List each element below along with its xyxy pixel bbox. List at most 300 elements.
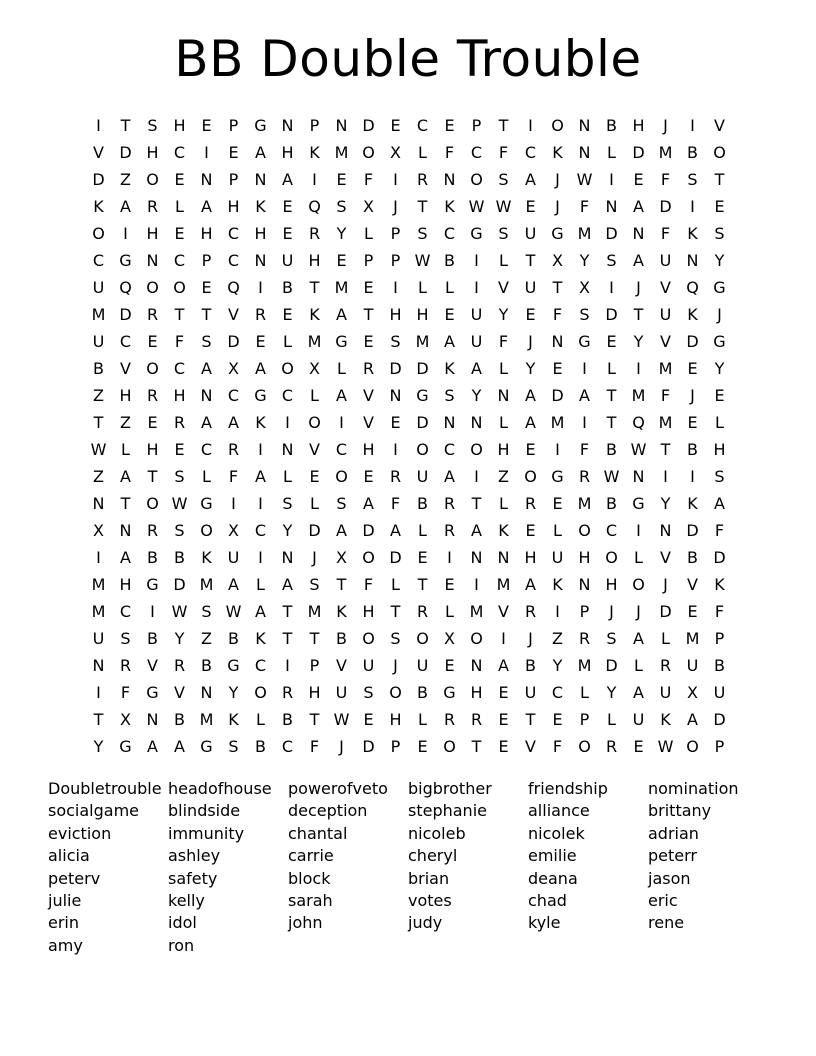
grid-letter: H [308,251,321,270]
grid-letter: H [605,575,618,594]
grid-letter: W [225,602,242,621]
grid-letter: U [92,278,105,297]
word-bank-item: eviction [48,823,112,843]
grid-letter: I [690,116,695,135]
grid-letter: K [228,710,239,729]
grid-letter: G [470,224,483,243]
word-bank-item: chad [528,890,567,910]
grid-letter: E [363,710,374,729]
grid-letter: P [309,656,320,675]
grid-letter: L [607,710,616,729]
grid-letter: T [471,494,482,513]
grid-letter: K [498,521,509,540]
grid-letter: Z [93,386,104,405]
grid-letter: P [579,710,590,729]
grid-letter: E [363,278,374,297]
grid-letter: L [661,629,670,648]
grid-letter: O [362,143,375,162]
grid-letter: L [418,521,427,540]
grid-letter: E [282,197,293,216]
grid-letter: E [525,440,536,459]
grid-letter: V [363,413,374,432]
grid-letter: L [256,575,265,594]
grid-letter: B [255,737,266,756]
grid-letter: L [364,224,373,243]
grid-row [85,544,733,571]
grid-letter: D [173,575,186,594]
grid-letter: V [309,440,320,459]
grid-letter: E [282,224,293,243]
grid-letter: I [555,440,560,459]
word-bank-item: john [288,913,323,933]
grid-letter: T [93,710,104,729]
grid-letter: G [200,737,213,756]
grid-letter: W [468,197,485,216]
grid-letter: O [281,359,294,378]
grid-letter: A [147,737,158,756]
grid-letter: P [390,737,401,756]
grid-letter: H [416,305,429,324]
grid-letter: H [200,224,213,243]
word-bank-item: chantal [288,823,348,843]
grid-letter: A [687,710,698,729]
grid-letter: N [254,251,267,270]
word-bank-item: votes [408,890,452,910]
grid-letter: R [470,710,483,729]
grid-letter: X [444,629,455,648]
grid-letter: B [714,656,725,675]
grid-letter: G [254,116,267,135]
grid-letter: D [362,737,375,756]
grid-letter: Z [552,629,563,648]
grid-letter: N [659,521,672,540]
grid-letter: P [714,629,725,648]
grid-row [85,112,733,139]
grid-letter: C [92,251,105,270]
word-bank-item: bigbrother [408,779,492,798]
grid-letter: U [416,656,429,675]
grid-letter: U [470,332,483,351]
grid-letter: S [174,521,185,540]
grid-letter: C [119,602,132,621]
grid-letter: U [632,710,645,729]
grid-letter: D [686,332,699,351]
grid-letter: D [659,602,672,621]
grid-letter: D [389,548,402,567]
grid-row [85,598,733,625]
grid-letter: R [227,440,240,459]
grid-letter: L [418,143,427,162]
grid-letter: V [228,305,239,324]
grid-letter: N [632,467,645,486]
grid-letter: I [690,197,695,216]
grid-letter: P [228,170,239,189]
grid-letter: O [470,629,483,648]
grid-letter: J [636,278,641,297]
grid-letter: K [444,197,455,216]
grid-letter: E [498,710,509,729]
grid-letter: M [550,413,565,432]
grid-letter: Y [579,251,590,270]
grid-letter: Y [498,305,509,324]
grid-letter: C [443,224,456,243]
grid-letter: C [173,251,186,270]
grid-letter: L [310,386,319,405]
grid-letter: T [309,710,320,729]
grid-letter: T [390,602,401,621]
grid-letter: U [524,224,537,243]
grid-letter: B [93,359,104,378]
grid-letter: I [474,467,479,486]
grid-letter: D [389,359,402,378]
grid-letter: D [227,332,240,351]
grid-letter: F [714,602,725,621]
grid-letter: E [147,332,158,351]
grid-letter: E [714,197,725,216]
word-bank-item: powerofveto [288,779,388,798]
grid-letter: K [714,575,725,594]
grid-letter: M [415,332,430,351]
word-bank-item: ashley [168,846,221,866]
word-bank-item: erin [48,913,80,933]
grid-letter: O [443,737,456,756]
grid-letter: N [389,386,402,405]
grid-letter: U [470,305,483,324]
grid-letter: D [605,656,618,675]
grid-letter: K [309,143,320,162]
grid-letter: J [393,197,398,216]
grid-letter: Y [282,521,293,540]
grid-letter: F [174,332,185,351]
grid-row [85,355,733,382]
word-bank-item: headofhouse [168,779,272,798]
grid-letter: V [174,683,185,702]
grid-letter: V [660,278,671,297]
grid-letter: O [578,737,591,756]
grid-letter: G [119,737,132,756]
grid-letter: R [146,197,159,216]
grid-letter: N [578,116,591,135]
grid-letter: O [416,629,429,648]
grid-letter: N [335,116,348,135]
grid-letter: P [201,251,212,270]
grid-letter: B [147,548,158,567]
grid-letter: O [686,737,699,756]
word-bank-item: cheryl [408,846,458,866]
grid-row [85,652,733,679]
grid-letter: A [255,602,266,621]
grid-letter: U [551,548,564,567]
grid-letter: K [255,413,266,432]
word-bank-item: peterr [648,846,697,866]
grid-letter: H [497,440,510,459]
grid-letter: K [552,143,563,162]
grid-letter: G [200,494,213,513]
grid-letter: A [525,413,536,432]
grid-letter: E [336,170,347,189]
grid-letter: F [660,386,671,405]
grid-letter: E [687,602,698,621]
grid-letter: E [633,170,644,189]
grid-letter: B [417,683,428,702]
grid-letter: S [336,197,347,216]
word-bank-item: eric [648,890,678,910]
grid-letter: J [528,629,533,648]
word-bank [48,778,768,957]
grid-letter: R [659,656,672,675]
grid-letter: A [201,413,212,432]
grid-letter: L [715,413,724,432]
grid-letter: A [255,359,266,378]
grid-letter: X [93,521,104,540]
grid-letter: O [146,278,159,297]
grid-letter: A [633,197,644,216]
grid-row [85,625,733,652]
grid-letter: E [444,116,455,135]
grid-letter: D [605,224,618,243]
grid-letter: N [92,494,105,513]
grid-letter: D [416,359,429,378]
grid-letter: E [174,224,185,243]
grid-letter: H [470,683,483,702]
grid-row [85,301,733,328]
word-bank-item: peterv [48,868,101,888]
grid-letter: W [495,197,512,216]
grid-letter: W [657,737,674,756]
grid-letter: O [173,278,186,297]
grid-letter: F [660,224,671,243]
grid-letter: W [90,440,107,459]
grid-letter: I [96,116,101,135]
grid-letter: G [416,386,429,405]
grid-letter: H [227,197,240,216]
grid-letter: J [663,575,668,594]
grid-letter: A [228,575,239,594]
grid-letter: H [254,224,267,243]
grid-letter: A [282,575,293,594]
grid-letter: A [525,575,536,594]
grid-letter: I [663,467,668,486]
word-bank-item: idol [168,913,197,933]
grid-letter: L [283,467,292,486]
grid-letter: C [443,440,456,459]
grid-letter: E [444,575,455,594]
grid-letter: A [525,386,536,405]
grid-letter: B [687,440,698,459]
grid-letter: R [281,683,294,702]
grid-letter: E [363,332,374,351]
grid-letter: A [255,143,266,162]
grid-letter: F [552,737,563,756]
grid-letter: H [119,386,132,405]
grid-letter: L [175,197,184,216]
grid-letter: E [525,305,536,324]
grid-letter: N [200,170,213,189]
grid-letter: N [686,251,699,270]
word-bank-item: Doubletrouble [48,779,162,798]
grid-letter: B [282,710,293,729]
grid-letter: R [146,305,159,324]
grid-letter: I [528,116,533,135]
grid-letter: B [201,656,212,675]
grid-letter: K [93,197,104,216]
grid-letter: E [417,737,428,756]
grid-letter: H [146,143,159,162]
grid-letter: C [227,386,240,405]
grid-letter: Y [714,251,725,270]
grid-letter: Y [471,386,482,405]
grid-letter: O [362,629,375,648]
grid-letter: I [96,683,101,702]
grid-letter: S [390,332,401,351]
grid-row [85,274,733,301]
word-bank-item: julie [48,890,82,910]
grid-letter: E [444,305,455,324]
grid-letter: N [281,116,294,135]
grid-letter: F [444,143,455,162]
grid-letter: N [470,413,483,432]
grid-letter: O [146,170,159,189]
grid-row [85,733,733,760]
grid-letter: N [200,386,213,405]
grid-letter: V [498,602,509,621]
grid-letter: V [93,143,104,162]
grid-letter: L [391,575,400,594]
grid-letter: A [120,197,131,216]
grid-letter: Z [120,413,131,432]
grid-letter: U [659,683,672,702]
word-bank-item: kyle [528,913,561,933]
grid-letter: C [470,143,483,162]
grid-letter: E [174,440,185,459]
grid-letter: M [685,629,700,648]
grid-letter: Y [660,494,671,513]
grid-letter: H [146,224,159,243]
grid-row [85,166,733,193]
grid-letter: B [174,710,185,729]
grid-letter: O [605,548,618,567]
grid-letter: E [552,359,563,378]
grid-letter: V [498,278,509,297]
grid-letter: L [499,359,508,378]
grid-letter: K [336,602,347,621]
grid-letter: O [632,575,645,594]
grid-letter: S [606,251,617,270]
grid-letter: A [201,359,212,378]
grid-row [85,247,733,274]
grid-letter: Y [525,359,536,378]
grid-letter: T [633,305,644,324]
grid-letter: N [443,170,456,189]
grid-letter: H [524,548,537,567]
grid-letter: E [714,386,725,405]
grid-letter: A [525,170,536,189]
grid-letter: S [606,629,617,648]
grid-letter: K [660,710,671,729]
grid-letter: J [609,602,614,621]
grid-letter: G [119,251,132,270]
grid-letter: V [714,116,725,135]
grid-letter: D [551,386,564,405]
grid-letter: W [603,467,620,486]
grid-letter: A [633,251,644,270]
grid-letter: A [201,197,212,216]
grid-row [85,382,733,409]
grid-letter: P [471,116,482,135]
grid-letter: T [120,494,131,513]
grid-letter: J [528,332,533,351]
grid-letter: Y [228,683,239,702]
grid-letter: V [660,332,671,351]
grid-row [85,706,733,733]
grid-letter: E [417,548,428,567]
word-bank-item: block [288,868,331,888]
grid-letter: O [254,683,267,702]
grid-letter: C [335,440,348,459]
grid-letter: I [690,467,695,486]
grid-letter: O [92,224,105,243]
grid-letter: U [335,683,348,702]
grid-letter: M [334,278,349,297]
grid-row [85,571,733,598]
grid-letter: C [200,440,213,459]
grid-letter: S [579,305,590,324]
grid-letter: C [254,521,267,540]
grid-letter: I [609,170,614,189]
grid-letter: R [524,602,537,621]
grid-letter: R [362,359,375,378]
grid-letter: Q [119,278,132,297]
word-bank-item: carrie [288,846,334,866]
grid-letter: G [713,332,726,351]
grid-letter: A [336,386,347,405]
word-bank-item: brian [408,868,450,888]
grid-letter: X [390,143,401,162]
grid-letter: D [119,305,132,324]
grid-letter: G [227,656,240,675]
grid-letter: D [92,170,105,189]
grid-letter: X [309,359,320,378]
grid-letter: U [524,683,537,702]
grid-letter: S [498,170,509,189]
grid-letter: J [663,116,668,135]
grid-letter: B [687,548,698,567]
grid-letter: N [443,413,456,432]
grid-letter: B [417,494,428,513]
grid-letter: E [390,116,401,135]
grid-letter: A [282,170,293,189]
grid-letter: R [308,224,321,243]
grid-letter: D [416,413,429,432]
grid-letter: K [309,305,320,324]
grid-letter: E [444,656,455,675]
grid-letter: F [498,143,509,162]
grid-letter: H [173,386,186,405]
grid-letter: A [228,413,239,432]
grid-letter: S [363,683,374,702]
grid-letter: D [362,116,375,135]
grid-letter: A [471,521,482,540]
grid-letter: E [687,413,698,432]
grid-letter: A [174,737,185,756]
grid-letter: F [579,197,590,216]
grid-letter: K [201,548,212,567]
grid-row [85,463,733,490]
grid-letter: C [281,737,294,756]
grid-letter: R [254,305,267,324]
grid-letter: S [687,170,698,189]
grid-letter: M [91,602,106,621]
